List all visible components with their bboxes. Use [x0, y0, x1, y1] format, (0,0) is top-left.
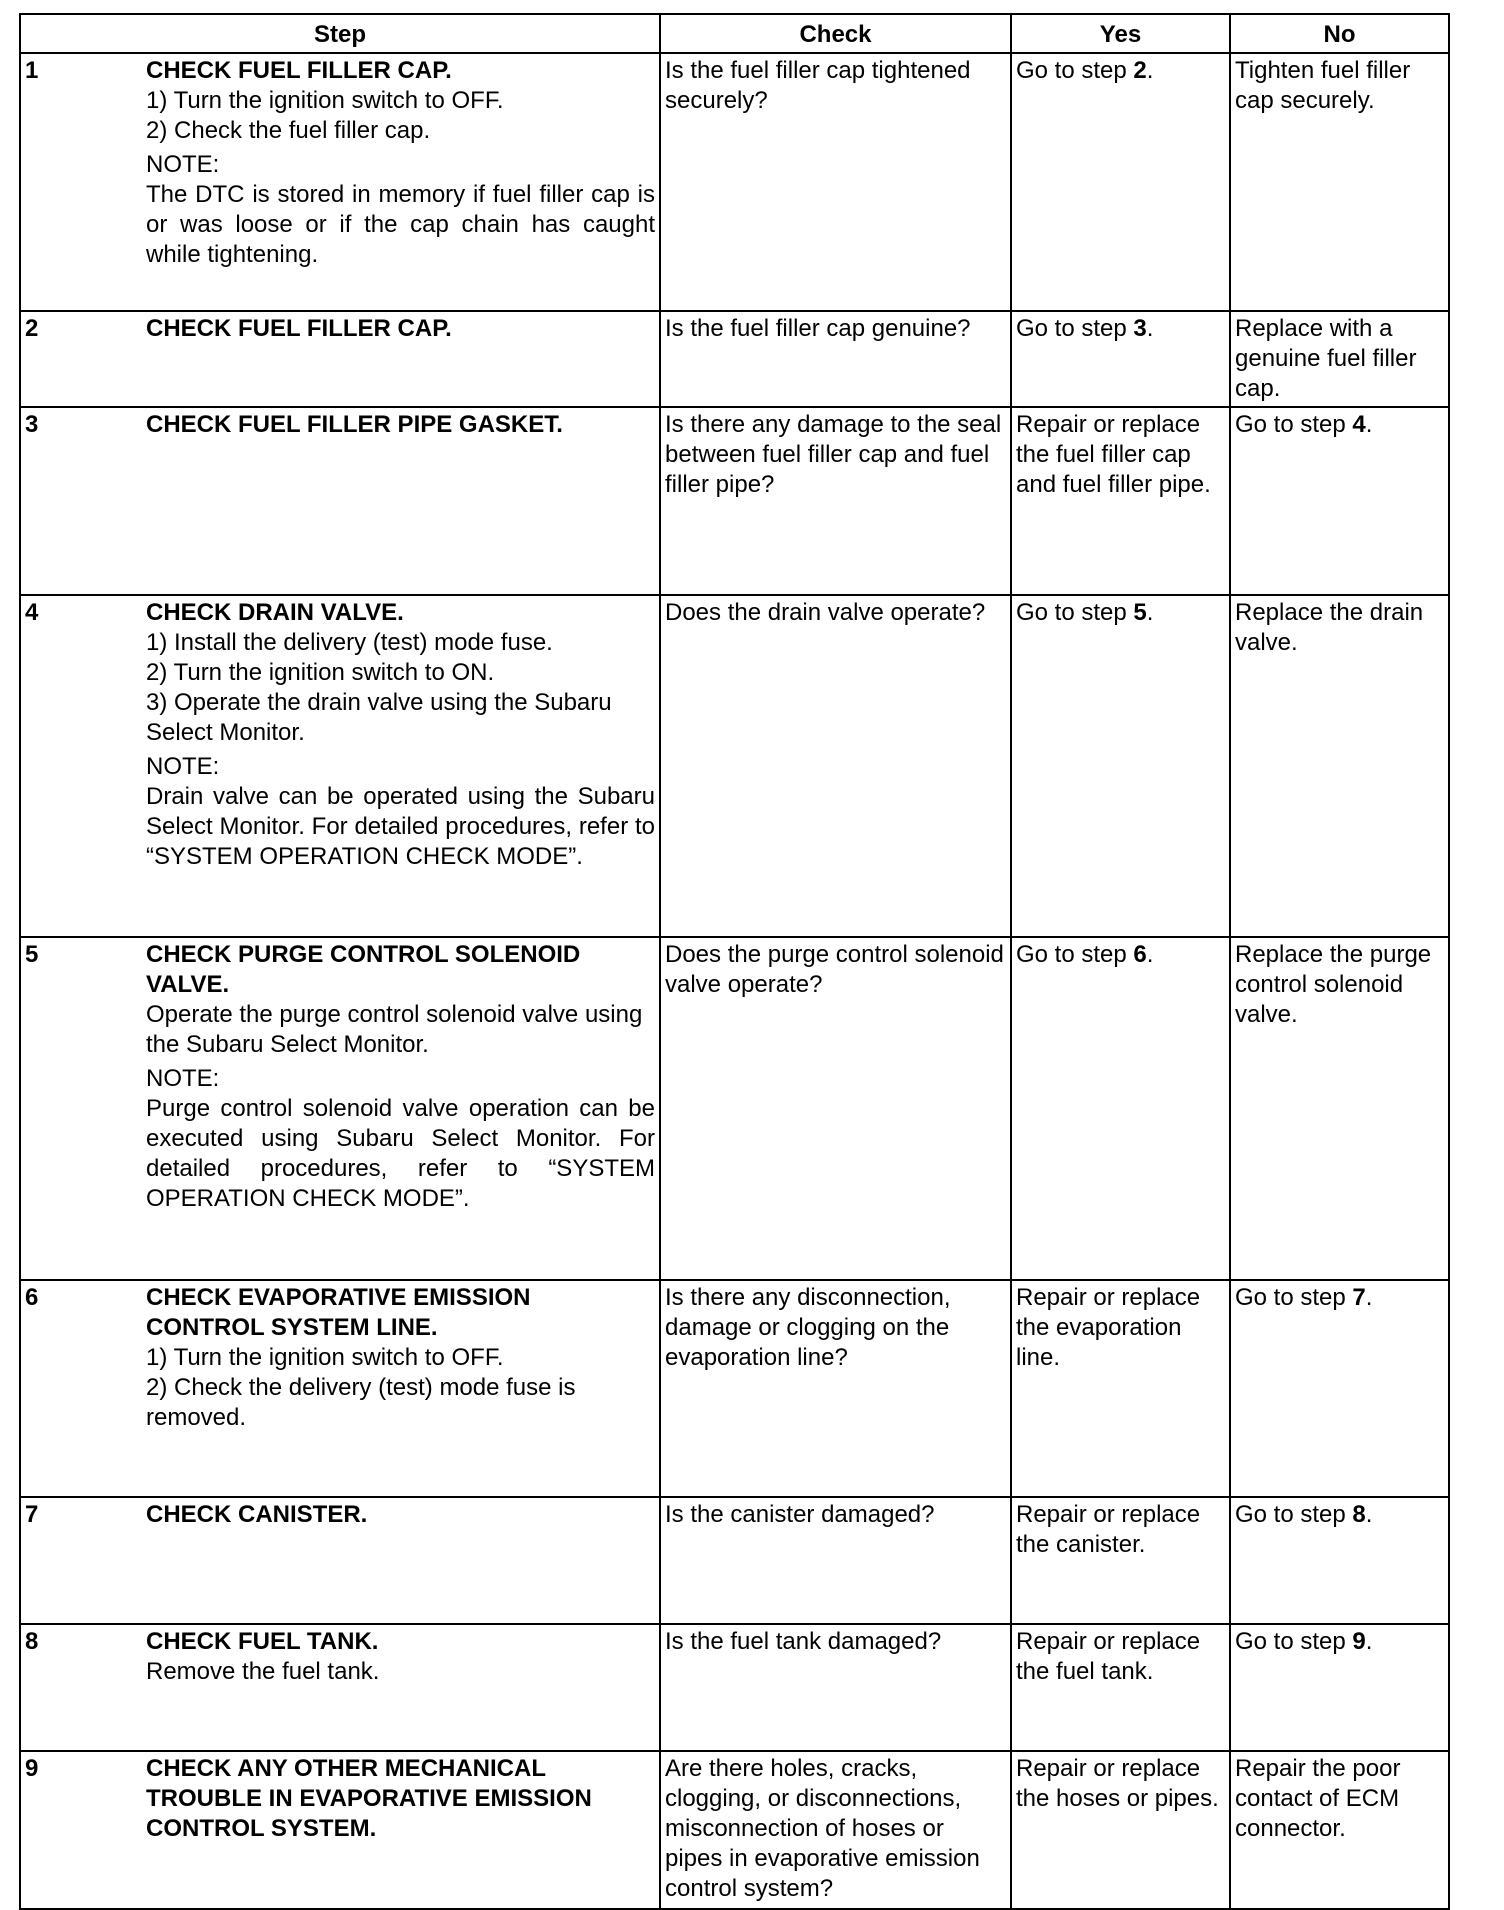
table-row: [20, 937, 1449, 1280]
step-number: 6: [25, 1284, 39, 1311]
header-no: No: [1230, 14, 1449, 53]
no-cell: [1230, 1624, 1449, 1751]
table-row: [20, 1624, 1449, 1751]
check-cell: Does the drain valve operate?: [660, 595, 1011, 937]
step-number: 4: [25, 599, 39, 626]
step-cell: [20, 407, 660, 595]
no-suffix: .: [1365, 1501, 1373, 1528]
no-cell: Repair the poor contact of ECM connector.: [1230, 1751, 1449, 1909]
step-number: 5: [25, 941, 39, 968]
step-instruction: 1) Install the delivery (test) mode fuse.: [146, 629, 553, 656]
no-step-ref: 4: [1352, 411, 1366, 438]
yes-step-ref: 5: [1133, 599, 1147, 626]
step-title: CHECK CANISTER.: [146, 1501, 368, 1528]
table-row: [20, 53, 1449, 311]
check-cell: Are there holes, cracks, clogging, or disconnections, misconnection of hoses or pipes in evaporative emission control system?: [660, 1751, 1011, 1909]
yes-suffix: .: [1146, 599, 1154, 626]
note-text: Drain valve can be operated using the Subaru Select Monitor. For detailed procedures, refer to “SYSTEM OPERATION CHECK MODE”.: [146, 783, 655, 870]
no-cell: [1230, 407, 1449, 595]
yes-cell: [1011, 311, 1230, 407]
step-cell: [20, 1280, 660, 1497]
step-title: CHECK DRAIN VALVE.: [146, 599, 404, 626]
no-cell: Replace with a genuine fuel filler cap.: [1230, 311, 1449, 407]
note-label: NOTE:: [146, 151, 220, 178]
step-instruction: 2) Check the delivery (test) mode fuse is removed.: [146, 1374, 576, 1431]
table-row: [20, 1497, 1449, 1624]
step-cell: [20, 311, 660, 407]
no-prefix: Go to step: [1235, 1628, 1353, 1655]
step-number: 8: [25, 1628, 39, 1655]
step-title: CHECK ANY OTHER MECHANICAL TROUBLE IN EVAPORATIVE EMISSION CONTROL SYSTEM.: [146, 1755, 592, 1842]
step-number: 1: [25, 57, 39, 84]
note-label: NOTE:: [146, 753, 220, 780]
step-cell: [20, 1751, 660, 1909]
step-instruction: 3) Operate the drain valve using the Subaru Select Monitor.: [146, 689, 612, 746]
yes-step-ref: 2: [1133, 57, 1147, 84]
check-cell: Is the fuel filler cap tightened securely?: [660, 53, 1011, 311]
step-title: CHECK FUEL FILLER CAP.: [146, 315, 452, 342]
step-instruction: 1) Turn the ignition switch to OFF.: [146, 87, 504, 114]
step-cell: [20, 53, 660, 311]
step-instruction: 2) Check the fuel filler cap.: [146, 117, 431, 144]
no-cell: [1230, 1280, 1449, 1497]
header-check: Check: [660, 14, 1011, 53]
step-number: 9: [25, 1755, 39, 1782]
check-cell: Is there any damage to the seal between fuel filler cap and fuel filler pipe?: [660, 407, 1011, 595]
yes-cell: Repair or replace the hoses or pipes.: [1011, 1751, 1230, 1909]
check-cell: Is the fuel tank damaged?: [660, 1624, 1011, 1751]
step-title: CHECK FUEL FILLER PIPE GASKET.: [146, 411, 563, 438]
table-row: [20, 1751, 1449, 1909]
yes-step-ref: 3: [1133, 315, 1147, 342]
step-number: 3: [25, 411, 39, 438]
header-yes: Yes: [1011, 14, 1230, 53]
yes-prefix: Go to step: [1016, 599, 1134, 626]
check-cell: Is the fuel filler cap genuine?: [660, 311, 1011, 407]
table-row: [20, 311, 1449, 407]
note-text: Purge control solenoid valve operation can be executed using Subaru Select Monitor. For detailed procedures, refer to “SYSTEM OPERATION CHECK MODE”.: [146, 1095, 655, 1212]
yes-suffix: .: [1146, 941, 1154, 968]
step-text: Operate the purge control solenoid valve using the Subaru Select Monitor.: [146, 1001, 643, 1058]
step-title: CHECK FUEL TANK.: [146, 1628, 379, 1655]
step-title: CHECK PURGE CONTROL SOLENOID VALVE.: [146, 941, 581, 998]
step-number: 7: [25, 1501, 39, 1528]
step-instruction: 2) Turn the ignition switch to ON.: [146, 659, 495, 686]
no-prefix: Go to step: [1235, 1501, 1353, 1528]
check-cell: Does the purge control solenoid valve operate?: [660, 937, 1011, 1280]
step-cell: [20, 937, 660, 1280]
yes-cell: [1011, 937, 1230, 1280]
step-number: 2: [25, 315, 39, 342]
step-cell: [20, 1624, 660, 1751]
no-step-ref: 7: [1352, 1284, 1366, 1311]
no-suffix: .: [1365, 411, 1373, 438]
yes-cell: [1011, 595, 1230, 937]
table-row: [20, 595, 1449, 937]
yes-cell: Repair or replace the evaporation line.: [1011, 1280, 1230, 1497]
yes-prefix: Go to step: [1016, 315, 1134, 342]
yes-cell: [1011, 53, 1230, 311]
yes-cell: Repair or replace the canister.: [1011, 1497, 1230, 1624]
no-cell: Tighten fuel filler cap securely.: [1230, 53, 1449, 311]
check-cell: Is there any disconnection, damage or clogging on the evaporation line?: [660, 1280, 1011, 1497]
header-step: Step: [20, 14, 660, 53]
no-cell: Replace the drain valve.: [1230, 595, 1449, 937]
note-text: The DTC is stored in memory if fuel filler cap is or was loose or if the cap chain has caught while tightening.: [146, 181, 655, 268]
step-instruction: 1) Turn the ignition switch to OFF.: [146, 1344, 504, 1371]
step-cell: [20, 1497, 660, 1624]
yes-suffix: .: [1146, 57, 1154, 84]
no-suffix: .: [1365, 1628, 1373, 1655]
diagnostic-table: [19, 13, 1450, 1910]
check-cell: Is the canister damaged?: [660, 1497, 1011, 1624]
yes-cell: Repair or replace the fuel tank.: [1011, 1624, 1230, 1751]
yes-suffix: .: [1146, 315, 1154, 342]
no-prefix: Go to step: [1235, 1284, 1353, 1311]
no-step-ref: 8: [1352, 1501, 1366, 1528]
step-title: CHECK EVAPORATIVE EMISSION CONTROL SYSTEM LINE.: [146, 1284, 531, 1341]
no-cell: Replace the purge control solenoid valve.: [1230, 937, 1449, 1280]
table-row: [20, 407, 1449, 595]
note-label: NOTE:: [146, 1065, 220, 1092]
step-title: CHECK FUEL FILLER CAP.: [146, 57, 452, 84]
yes-step-ref: 6: [1133, 941, 1147, 968]
yes-prefix: Go to step: [1016, 57, 1134, 84]
step-cell: [20, 595, 660, 937]
table-row: [20, 1280, 1449, 1497]
header-row: [20, 14, 1449, 53]
no-step-ref: 9: [1352, 1628, 1366, 1655]
step-text: Remove the fuel tank.: [146, 1658, 380, 1685]
no-cell: [1230, 1497, 1449, 1624]
yes-prefix: Go to step: [1016, 941, 1134, 968]
no-prefix: Go to step: [1235, 411, 1353, 438]
no-suffix: .: [1365, 1284, 1373, 1311]
yes-cell: Repair or replace the fuel filler cap and fuel filler pipe.: [1011, 407, 1230, 595]
